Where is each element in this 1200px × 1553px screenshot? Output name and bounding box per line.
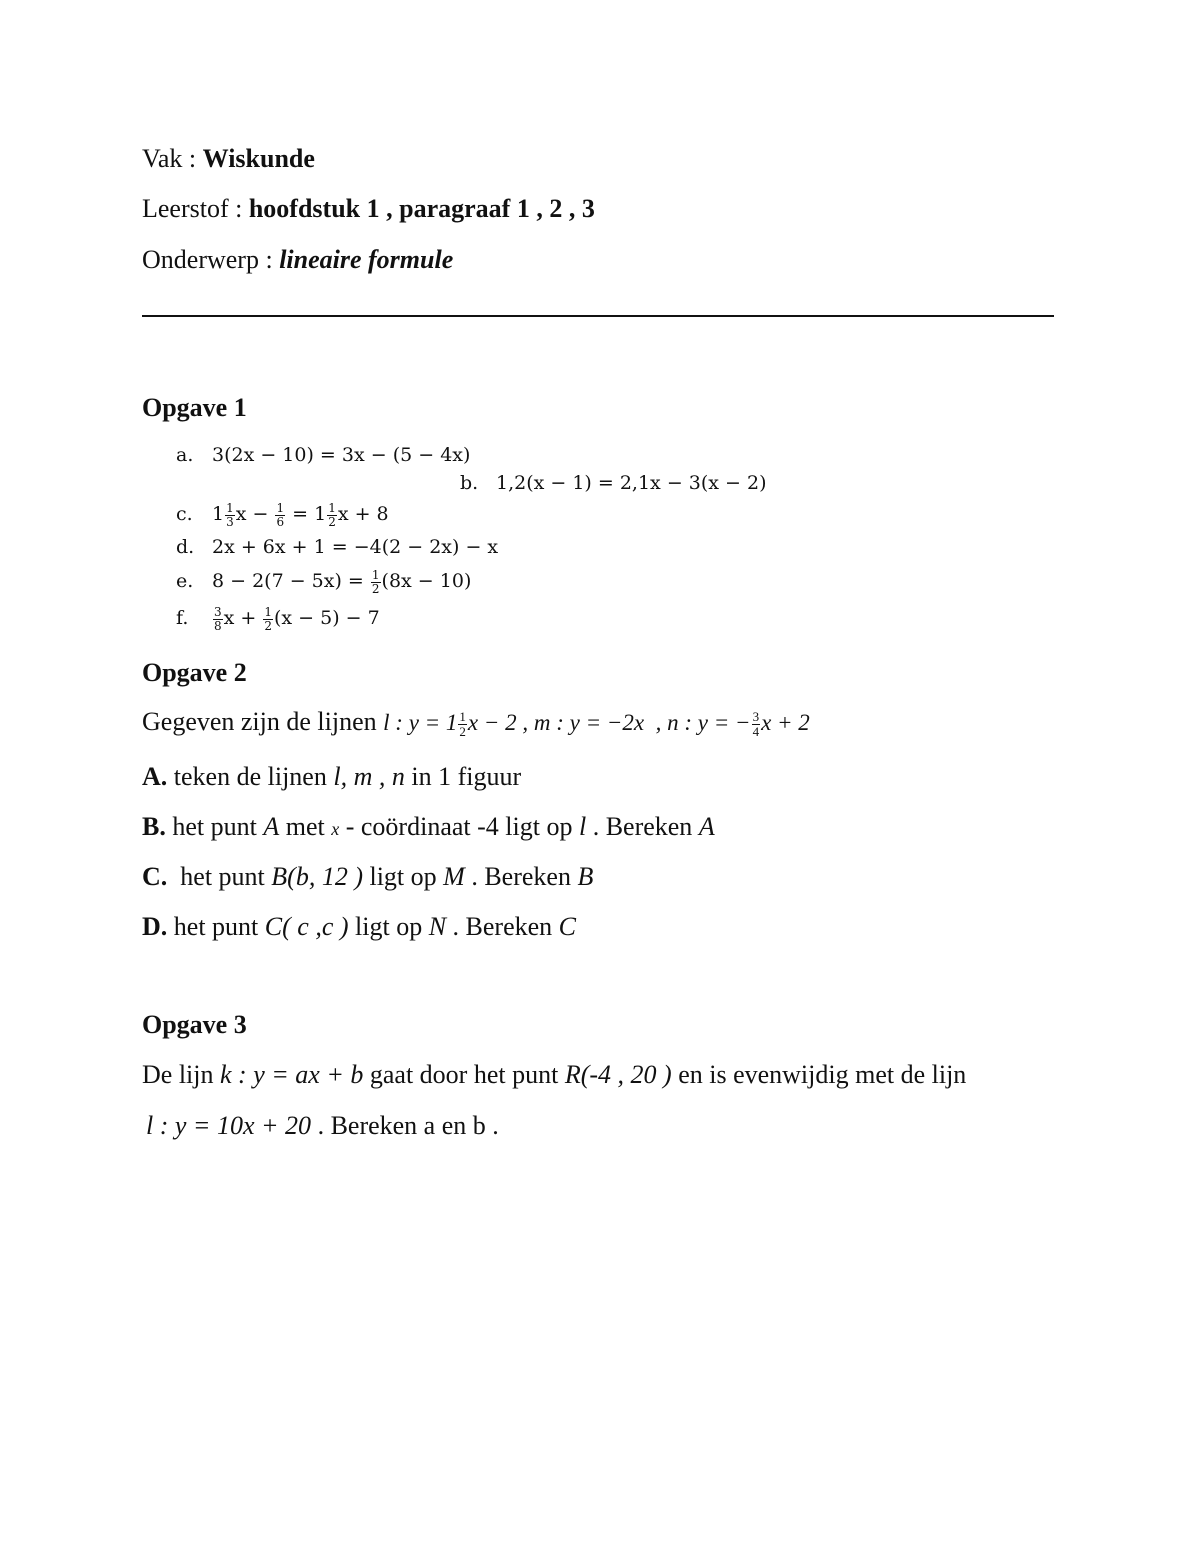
equation-text: 2x + 6x + 1 = −4(2 − 2x) − x	[212, 536, 499, 558]
fraction-numerator: 1	[276, 501, 285, 515]
question-label: D.	[142, 912, 168, 941]
question-d	[142, 914, 576, 940]
fraction-numerator: 1	[264, 605, 272, 619]
question-text: . Bereken	[446, 912, 559, 941]
equation-part: = 1	[286, 503, 327, 526]
question-b	[142, 814, 715, 840]
question-text: C	[558, 912, 577, 941]
question-text: gaat door het punt	[363, 1060, 565, 1089]
equation-part: (8x − 10)	[381, 570, 472, 593]
fraction	[275, 502, 285, 528]
question-text: het punt	[165, 812, 264, 841]
line-l-definition: l : y = 1	[383, 710, 458, 735]
equation-part: x +	[223, 607, 263, 630]
leerstof-line	[142, 196, 595, 222]
question-text: . Bereken	[464, 862, 578, 891]
equation-part: 1	[212, 503, 225, 526]
vak-label: Vak :	[142, 144, 203, 173]
equation-text: 1,2(x − 1) = 2,1x − 3(x − 2)	[496, 472, 767, 494]
question-text: l, m , n	[333, 762, 405, 791]
equation-label: b.	[460, 472, 479, 494]
equation-f	[176, 606, 380, 632]
opgave3-title: Opgave 3	[142, 1010, 247, 1039]
fraction-denominator: 6	[276, 514, 285, 529]
fraction	[371, 569, 381, 595]
line-m-definition: m : y = −2x	[533, 710, 645, 735]
question-text: B(b, 12 )	[271, 862, 363, 891]
line-n-definition: x + 2	[761, 710, 810, 735]
equation-label: f.	[176, 607, 189, 630]
question-text: in 1 figuur	[404, 762, 522, 791]
onderwerp-line	[142, 247, 453, 273]
question-label: A.	[142, 762, 168, 791]
fraction-denominator: 8	[214, 618, 222, 633]
fraction-numerator: 1	[328, 501, 336, 515]
question-text: A	[263, 812, 280, 841]
question-text: N	[428, 912, 447, 941]
intro-text: Gegeven zijn de lijnen	[142, 707, 384, 736]
equation-part: x −	[235, 503, 275, 526]
question-text: B	[577, 862, 594, 891]
equation-label: c.	[176, 503, 193, 526]
question-text: l	[578, 812, 587, 841]
question-text: R(-4 , 20 )	[564, 1060, 672, 1089]
equation-label: d.	[176, 536, 195, 558]
opgave1-title: Opgave 1	[142, 393, 247, 422]
question-text: De lijn	[142, 1060, 220, 1089]
fraction-numerator: 1	[459, 708, 466, 724]
question-text: k : y = ax + b	[220, 1060, 364, 1089]
question-text: ligt op	[348, 912, 429, 941]
line-l-definition: x − 2 ,	[467, 710, 534, 735]
equation-d	[176, 538, 498, 557]
fraction-numerator: 3	[214, 605, 222, 619]
question-text: het punt	[167, 912, 265, 941]
fraction-denominator: 2	[264, 618, 272, 633]
fraction	[225, 502, 235, 528]
leerstof-label: Leerstof :	[142, 194, 249, 223]
onderwerp-label: Onderwerp :	[142, 245, 280, 274]
fraction	[458, 710, 467, 738]
fraction-numerator: 1	[371, 568, 380, 582]
separator-line	[142, 315, 1054, 317]
equation-text: 3(2x − 10) = 3x − (5 − 4x)	[212, 444, 471, 466]
fraction-numerator: 1	[226, 501, 234, 515]
equation-label: e.	[176, 570, 194, 593]
question-text: . Bereken	[586, 812, 699, 841]
equation-a	[176, 446, 470, 465]
question-text: ligt op	[362, 862, 444, 891]
fraction	[213, 606, 223, 632]
question-text: x	[331, 819, 340, 839]
question-text: M	[443, 862, 465, 891]
equation-label: a.	[176, 444, 194, 466]
question-text: C( c ,c )	[264, 912, 349, 941]
fraction-denominator: 2	[328, 514, 336, 529]
question-label: B.	[142, 812, 166, 841]
onderwerp-value: lineaire formule	[279, 245, 454, 274]
fraction-denominator: 4	[752, 723, 760, 739]
opgave2-title: Opgave 2	[142, 658, 247, 687]
fraction	[752, 710, 761, 738]
equation-e	[176, 569, 471, 595]
fraction-denominator: 2	[371, 581, 380, 596]
line-n-definition: , n : y = −	[644, 710, 751, 735]
fraction	[327, 502, 337, 528]
opgave2-intro	[142, 709, 810, 738]
question-c	[142, 864, 593, 890]
equation-c	[176, 502, 389, 528]
fraction-denominator: 3	[226, 514, 234, 529]
question-text: het punt	[167, 862, 272, 891]
vak-line	[142, 146, 315, 172]
question-a	[142, 764, 521, 790]
fraction	[263, 606, 273, 632]
question-label: C.	[142, 862, 168, 891]
equation-part: x + 8	[337, 503, 389, 526]
opgave3-line2	[146, 1113, 499, 1139]
question-text: - coördinaat -4 ligt op	[339, 812, 579, 841]
equation-part: (x − 5) − 7	[274, 607, 380, 630]
equation-b	[460, 474, 767, 493]
fraction-denominator: 2	[459, 723, 466, 739]
question-text: en is evenwijdig met de lijn	[671, 1060, 967, 1089]
question-text: . Bereken a en b .	[311, 1111, 499, 1140]
equation-part: 8 − 2(7 − 5x) =	[212, 570, 370, 593]
opgave3-line1	[142, 1062, 966, 1088]
question-text: A	[698, 812, 715, 841]
question-text: teken de lijnen	[167, 762, 334, 791]
question-text: l : y = 10x + 20	[146, 1111, 312, 1140]
fraction-numerator: 3	[752, 708, 760, 724]
vak-value: Wiskunde	[202, 144, 315, 173]
leerstof-value: hoofdstuk 1 , paragraaf 1 , 2 , 3	[248, 194, 595, 223]
question-text: met	[279, 812, 332, 841]
